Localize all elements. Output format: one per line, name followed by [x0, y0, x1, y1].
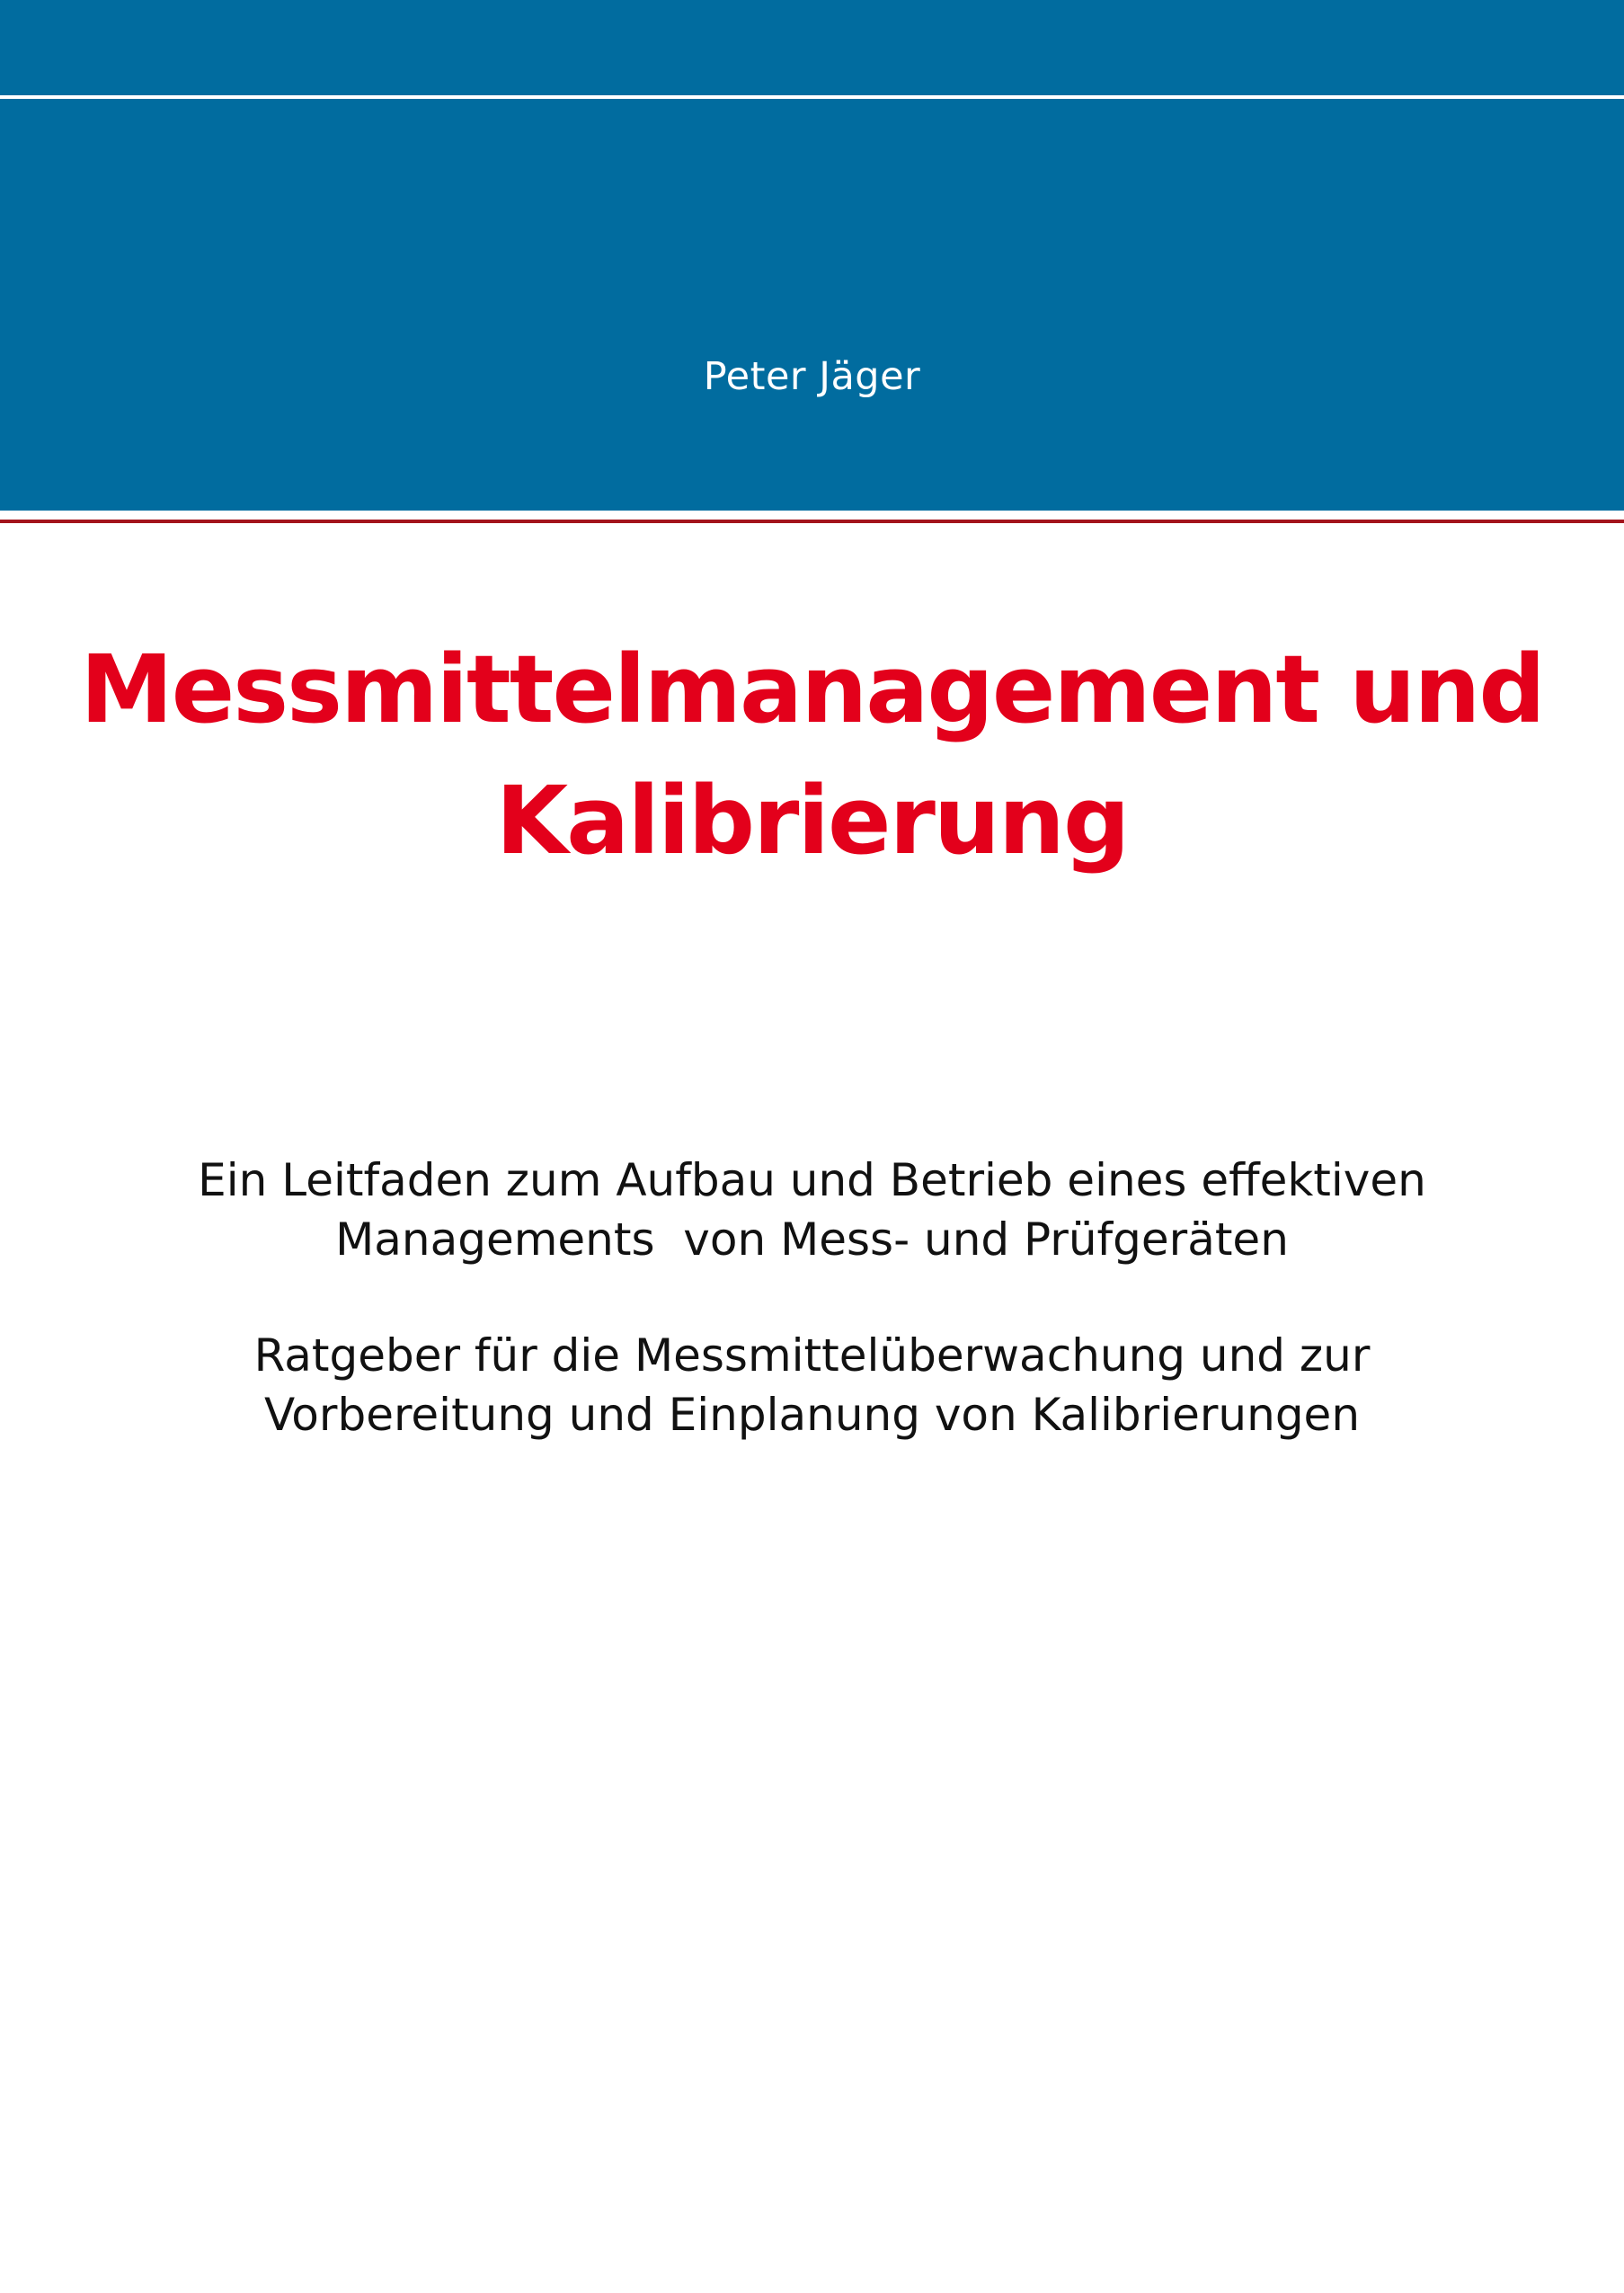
- top-divider-line: [0, 95, 1624, 99]
- subtitle-2-line-1: Ratgeber für die Messmittelüberwachung und zur: [253, 1329, 1371, 1382]
- book-title: [0, 624, 1624, 886]
- subtitle-2-line-2: Vorbereitung und Einplanung von Kalibrierungen: [263, 1389, 1361, 1441]
- author-name: Peter Jäger: [703, 354, 921, 399]
- title-line-2: Kalibrierung: [495, 766, 1129, 875]
- top-color-band: [0, 0, 1624, 511]
- red-divider-line: [0, 520, 1624, 523]
- subtitle-1-line-2: Managements von Mess- und Prüfgeräten: [335, 1213, 1289, 1266]
- subtitle-1-line-1: Ein Leitfaden zum Aufbau und Betrieb eines effektiven: [198, 1154, 1426, 1206]
- subtitle-block-1: [0, 1151, 1624, 1269]
- title-line-1: Messmittelmanagement und: [80, 635, 1544, 744]
- subtitle-block-2: [0, 1326, 1624, 1444]
